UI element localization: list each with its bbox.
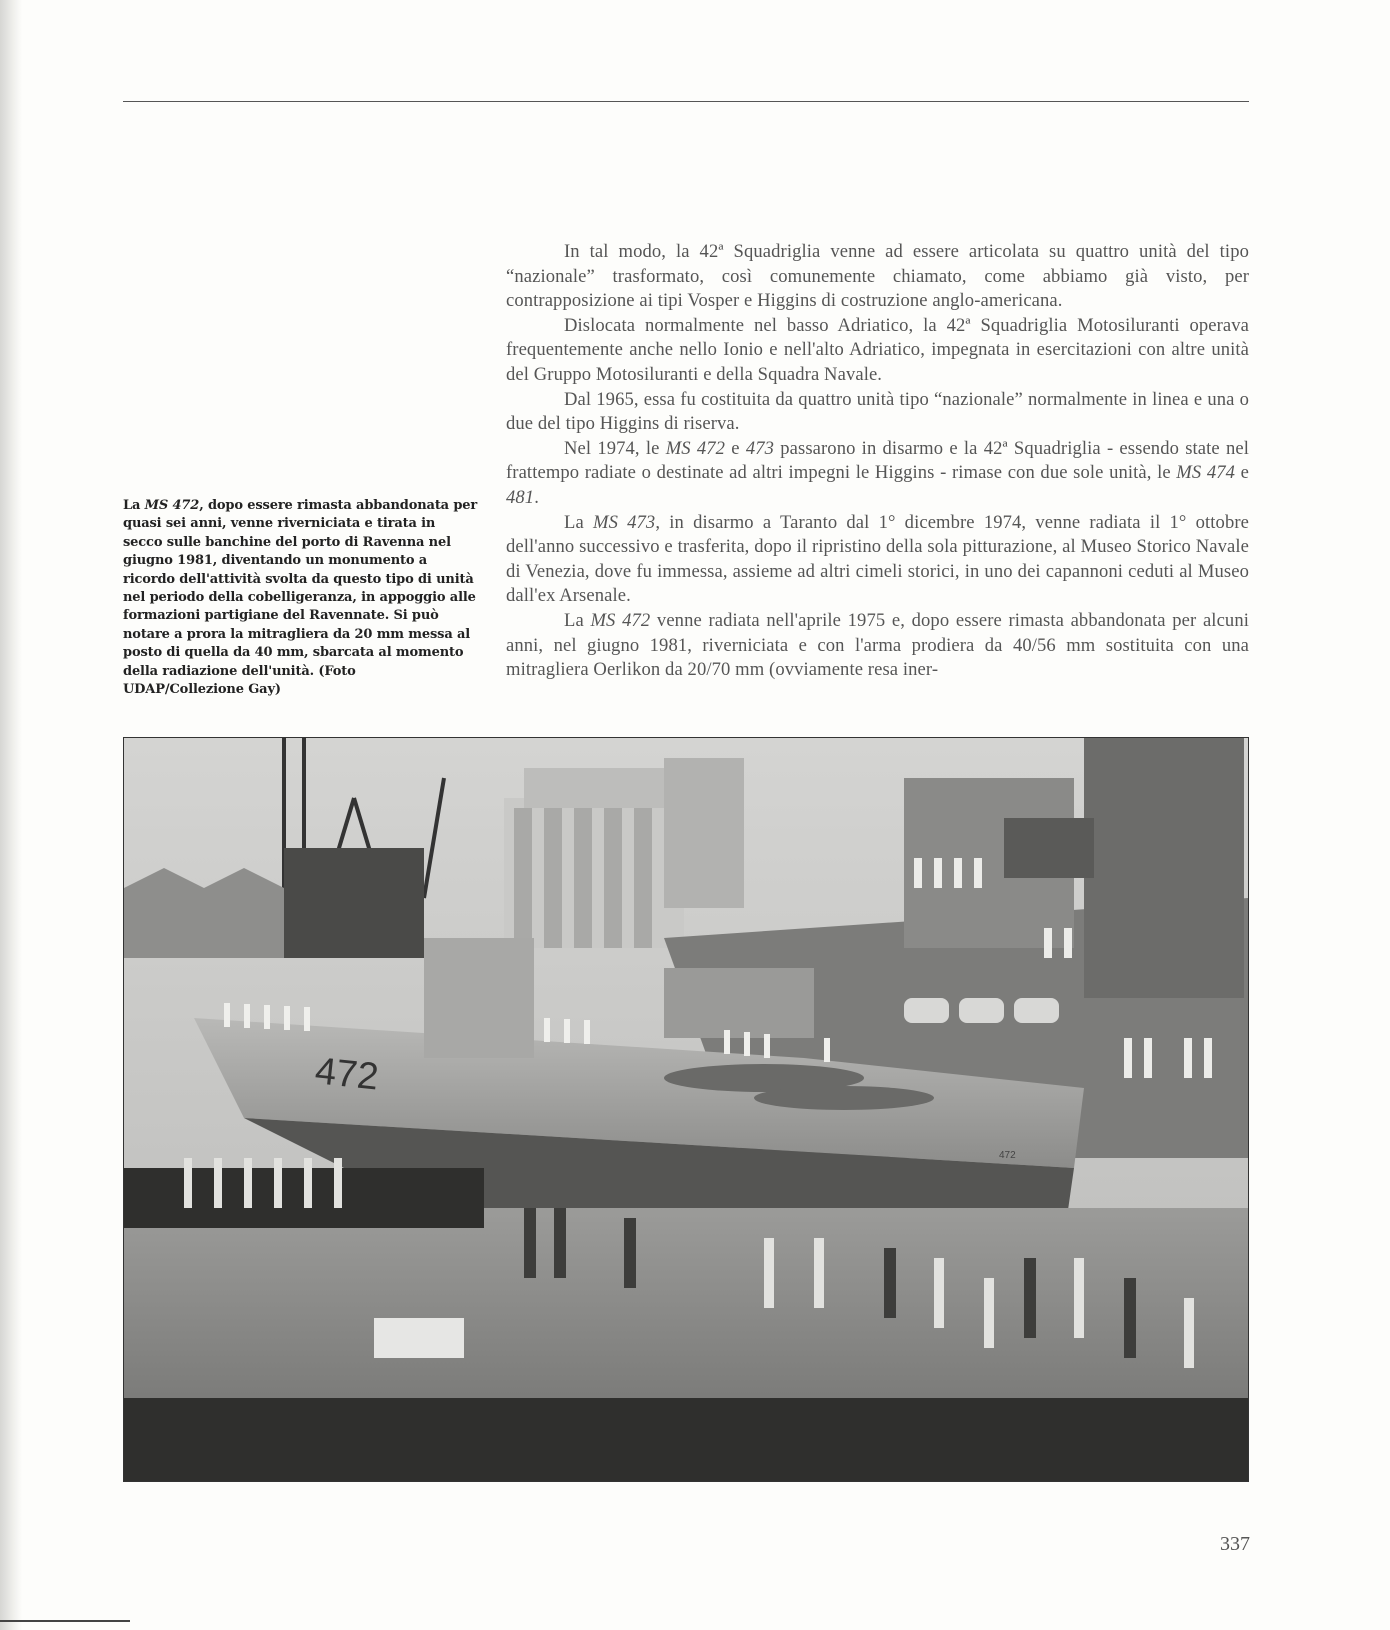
p4-g: e (1235, 462, 1249, 484)
paragraph-3 (506, 388, 1249, 437)
p5-c: , in disarmo a Taranto dal 1° dicembre 1974, venne radiata il 1° ottobre dell'anno successivo e trasferita, dopo il ripristino della sola pitturazione, al Museo Storico Navale di Venezia, dove fu immessa, assieme ad altri cimeli storici, in uno dei capannoni ceduti al Museo dall'ex Arsenale. (506, 511, 1249, 607)
p5-a: La (564, 511, 593, 533)
p4-a: Nel 1974, le (564, 437, 666, 459)
paragraph-6 (506, 609, 1249, 683)
p4-b: MS 472 (665, 437, 726, 459)
paragraph-3-text: Dal 1965, essa fu costituita da quattro unità tipo “nazionale” normalmente in linea e una o due del tipo Higgins di riserva. (506, 388, 1249, 435)
p4-e: passarono in disarmo e la 42ª Squadriglia - essendo state nel frattempo radiate o destinate ad altri impegni le Higgins - rimase con due sole unità, le (506, 437, 1249, 484)
p6-a: La (564, 609, 591, 631)
footer-mark (0, 1620, 130, 1622)
paragraph-5 (506, 511, 1249, 609)
hull-number: 472 (313, 1050, 381, 1099)
p6-c: venne radiata nell'aprile 1975 e, dopo essere rimasta abbandonata per alcuni anni, nel giugno 1981, riverniciata e con l'arma prodiera da 40/56 mm sostituita con una mitragliera Oerlikon da 20/70 mm (ovviamente resa iner- (506, 609, 1249, 681)
paragraph-1 (506, 240, 1249, 314)
paragraph-2 (506, 314, 1249, 388)
memorial-plaque (374, 1318, 464, 1358)
photo-illustration (124, 738, 1248, 1481)
p4-i: . (534, 486, 539, 508)
photo-caption (123, 497, 478, 699)
body-text (506, 240, 1249, 683)
p4-c: e (725, 437, 746, 459)
p4-f: MS 474 (1176, 462, 1236, 484)
page-gutter-shadow (0, 0, 22, 1630)
paragraph-1-text: In tal modo, la 42ª Squadriglia venne ad essere articolata su quattro unità del tipo “nazionale” trasformato, così comunemente chiamato, come abbiamo già visto, per contrapposizione ai tipi Vosper e Higgins di costruzione anglo-americana. (506, 241, 1249, 312)
paragraph-2-text: Dislocata normalmente nel basso Adriatico, la 42ª Squadriglia Motosiluranti operava frequentemente anche nello Ionio e nell'alto Adriatico, impegnata in esercitazioni con altre unità del Gruppo Motosiluranti e della Squadra Navale. (506, 314, 1249, 385)
p6-b: MS 472 (590, 609, 651, 631)
boat-bridge (424, 938, 534, 1058)
stern-number: 472 (999, 1150, 1016, 1161)
header-rule (123, 101, 1249, 102)
caption-text-rest: , dopo essere rimasta abbandonata per quasi sei anni, venne riverniciata e tirata in secco sulle banchine del porto di Ravenna nel giugno 1981, diventando un monumento a ricordo dell'attività svolta da questo tipo di unità nel periodo della cobelligeranza, in appoggio alle formazioni partigiane del Ravennate. Si può notare a prora la mitragliera da 20 mm messa al posto di quella da 40 mm, sbarcata al momento della radiazione dell'unità. (Foto UDAP/Collezione Gay) (123, 498, 478, 698)
caption-text: La (123, 498, 145, 513)
harbor-photo (123, 737, 1249, 1482)
page-number: 337 (1220, 1533, 1250, 1555)
p4-d: 473 (745, 437, 775, 459)
p5-b: MS 473 (592, 511, 656, 533)
p4-h: 481 (506, 486, 535, 508)
caption-italic: MS 472 (144, 498, 200, 513)
paragraph-4 (506, 437, 1249, 511)
